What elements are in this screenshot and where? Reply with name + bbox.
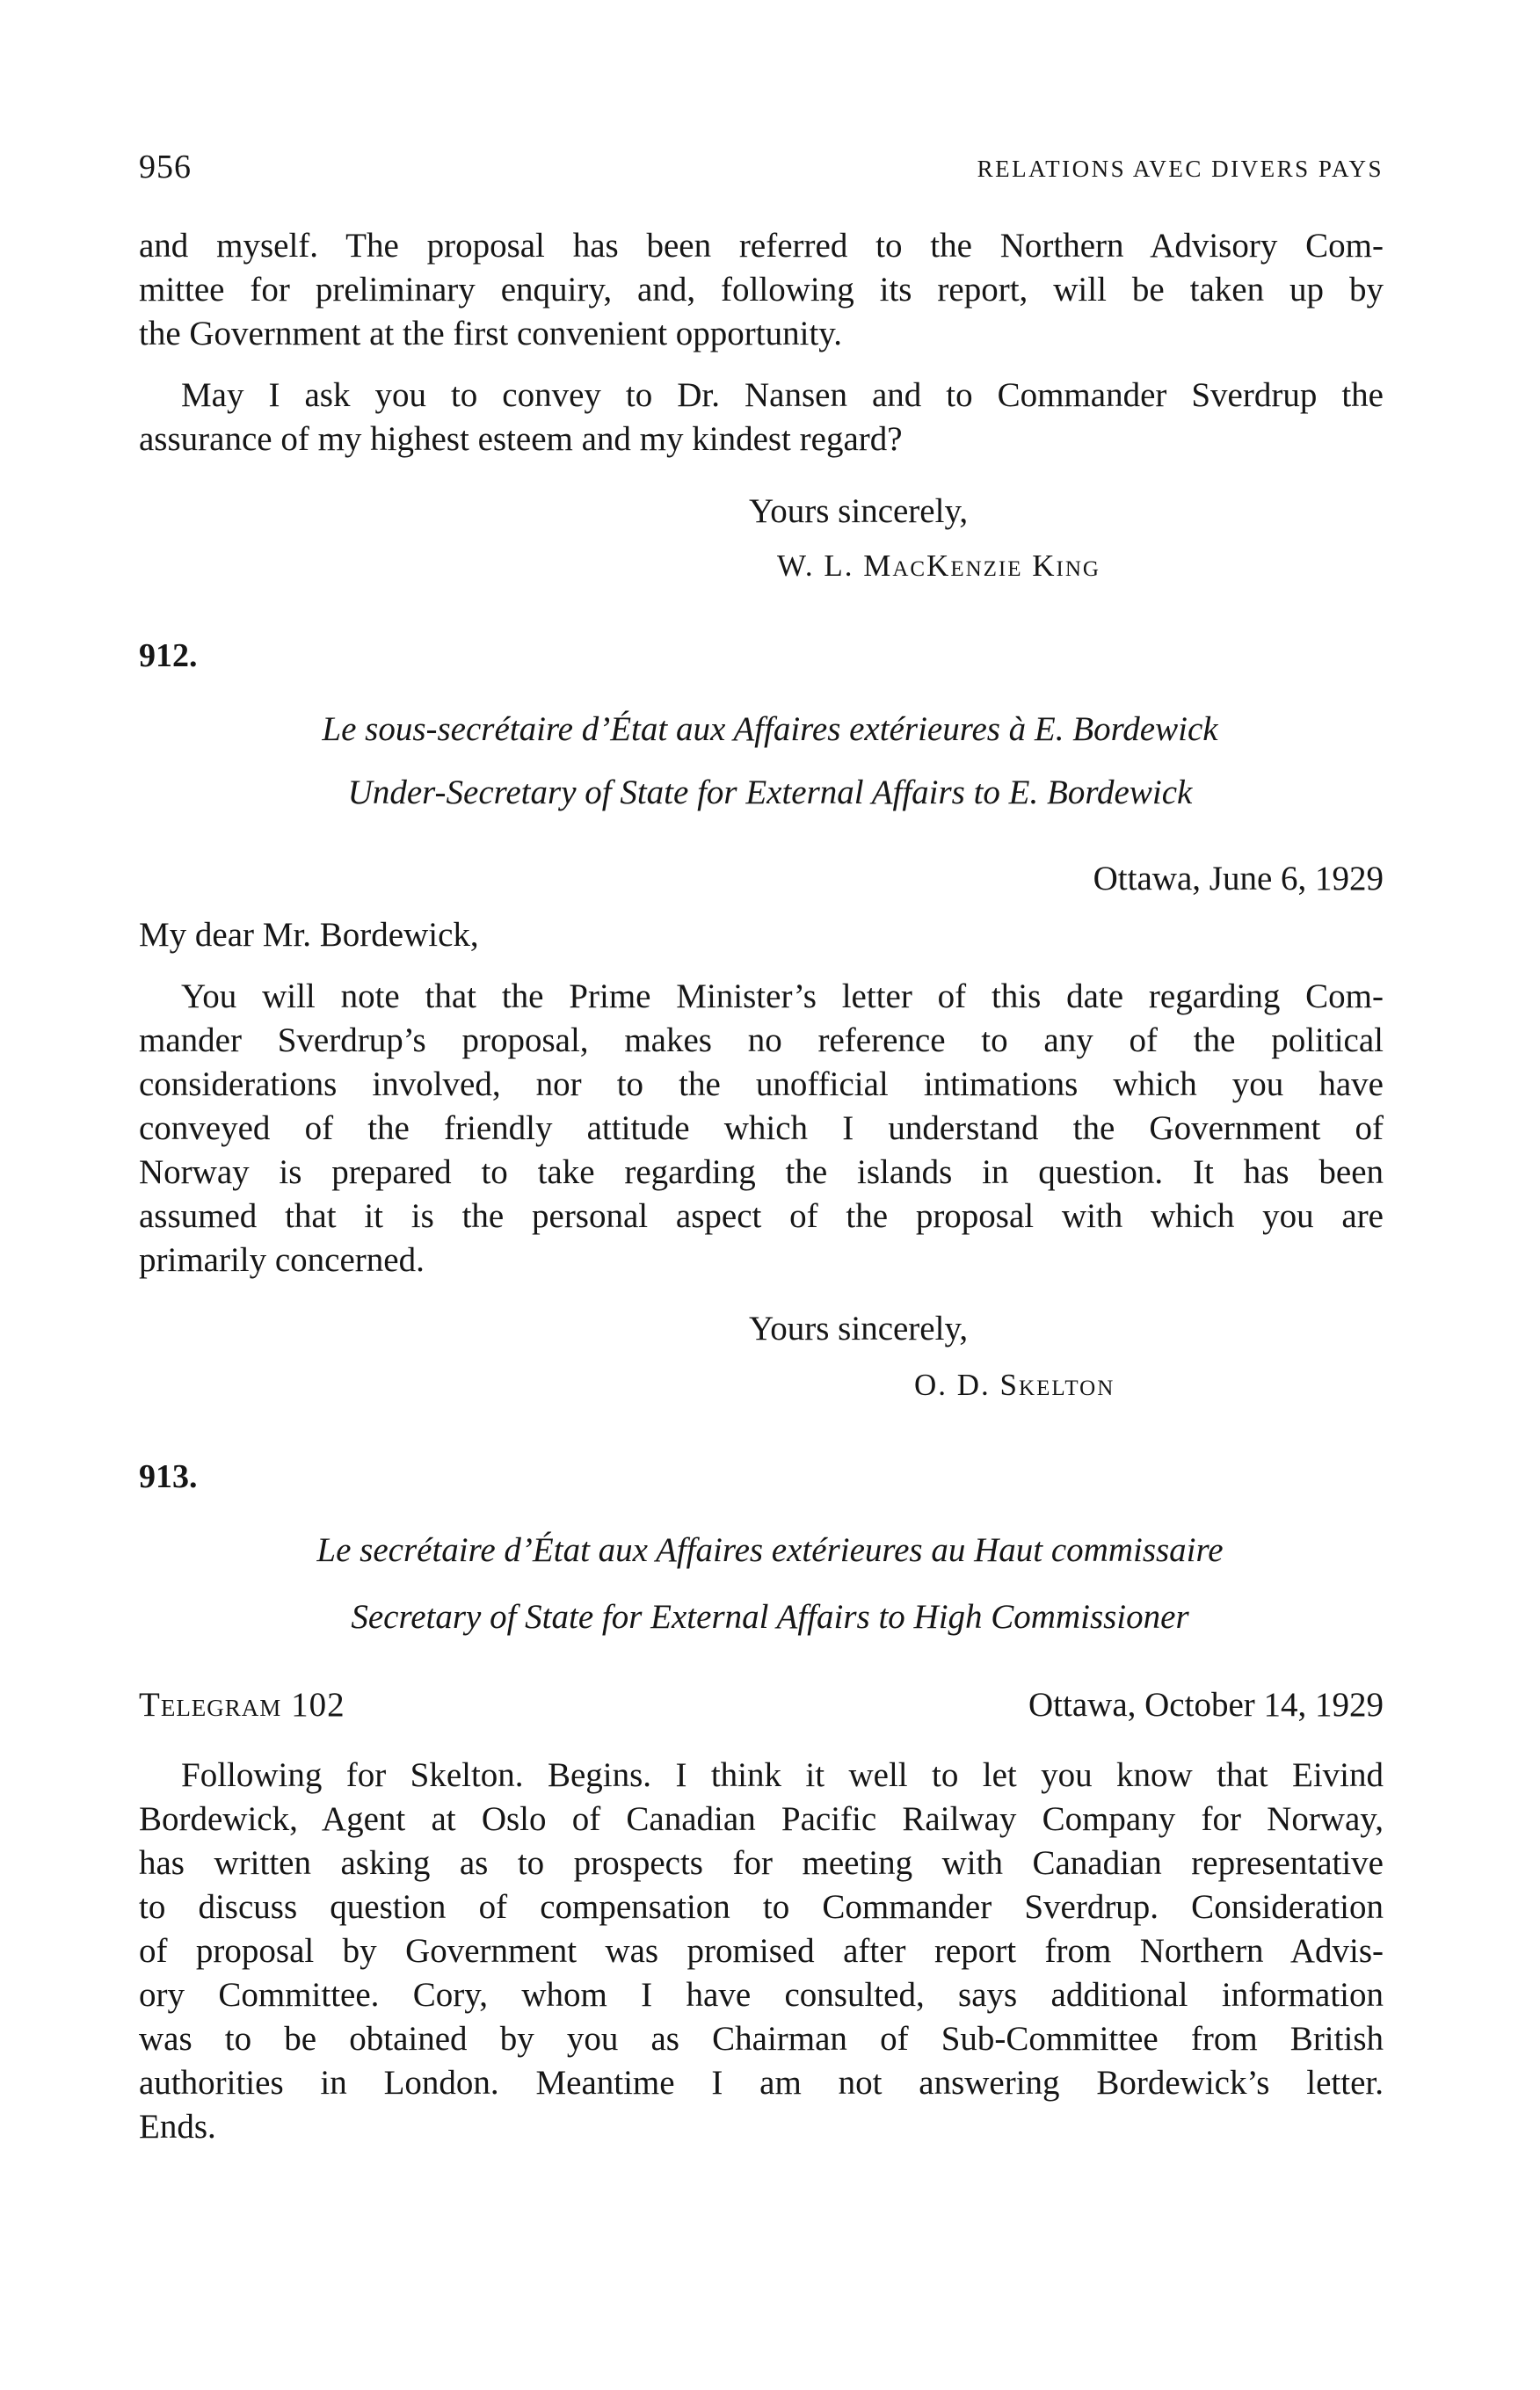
text-line: mittee for preliminary enquiry, and, following its report, will be taken up by [139,271,1384,309]
closing: Yours sincerely, [749,492,969,530]
closing: Yours sincerely, [749,1310,969,1348]
document-title-english: Under-Secretary of State for External Affairs to E. Bordewick [347,774,1193,811]
text-line: Norway is prepared to take regarding the islands in question. It has been [139,1153,1384,1191]
document-number: 913. [139,1458,198,1495]
signature: W. L. MacKenzie King [777,548,1101,583]
signature: O. D. Skelton [914,1368,1115,1402]
text-line: mander Sverdrup’s proposal, makes no reference to any of the political [139,1021,1384,1059]
text-line: authorities in London. Meantime I am not answering Bordewick’s letter. [139,2064,1384,2102]
dateline: Ottawa, October 14, 1929 [1028,1686,1384,1724]
text-line: has written asking as to prospects for meeting with Canadian representative [139,1844,1384,1882]
text-line: You will note that the Prime Minister’s letter of this date regarding Com- [181,977,1384,1015]
dateline: Ottawa, June 6, 1929 [1093,860,1384,897]
text-line: assumed that it is the personal aspect of the proposal with which you are [139,1197,1384,1235]
text-line: the Government at the first convenient opportunity. [139,315,843,352]
text-line: to discuss question of compensation to Commander Sverdrup. Consideration [139,1888,1384,1926]
document-type: Telegram 102 [139,1686,345,1724]
text-line: Bordewick, Agent at Oslo of Canadian Pacific Railway Company for Norway, [139,1800,1384,1838]
text-line: assurance of my highest esteem and my kindest regard? [139,420,903,458]
document-number: 912. [139,637,198,674]
text-line: Ends. [139,2108,216,2146]
text-line: Following for Skelton. Begins. I think it well to let you know that Eivind [181,1756,1384,1794]
text-line: considerations involved, nor to the unofficial intimations which you have [139,1065,1384,1103]
salutation: My dear Mr. Bordewick, [139,916,479,954]
text-line: was to be obtained by you as Chairman of Sub-Committee from British [139,2020,1384,2058]
document-title-french: Le sous-secrétaire d’État aux Affaires extérieures à E. Bordewick [322,710,1218,748]
document-title-french: Le secrétaire d’État aux Affaires extérieures au Haut commissaire [316,1531,1224,1569]
text-line: primarily concerned. [139,1241,425,1279]
text-line: ory Committee. Cory, whom I have consulted, says additional information [139,1976,1384,2014]
text-line: of proposal by Government was promised after report from Northern Advis- [139,1932,1384,1970]
text-line: May I ask you to convey to Dr. Nansen and to Commander Sverdrup the [181,376,1384,414]
text-line: and myself. The proposal has been referred to the Northern Advisory Com- [139,227,1384,265]
document-title-english: Secretary of State for External Affairs to High Commissioner [351,1598,1189,1636]
text-line: conveyed of the friendly attitude which I understand the Government of [139,1109,1384,1147]
running-title: RELATIONS AVEC DIVERS PAYS [977,156,1384,182]
page-number: 956 [139,149,192,185]
